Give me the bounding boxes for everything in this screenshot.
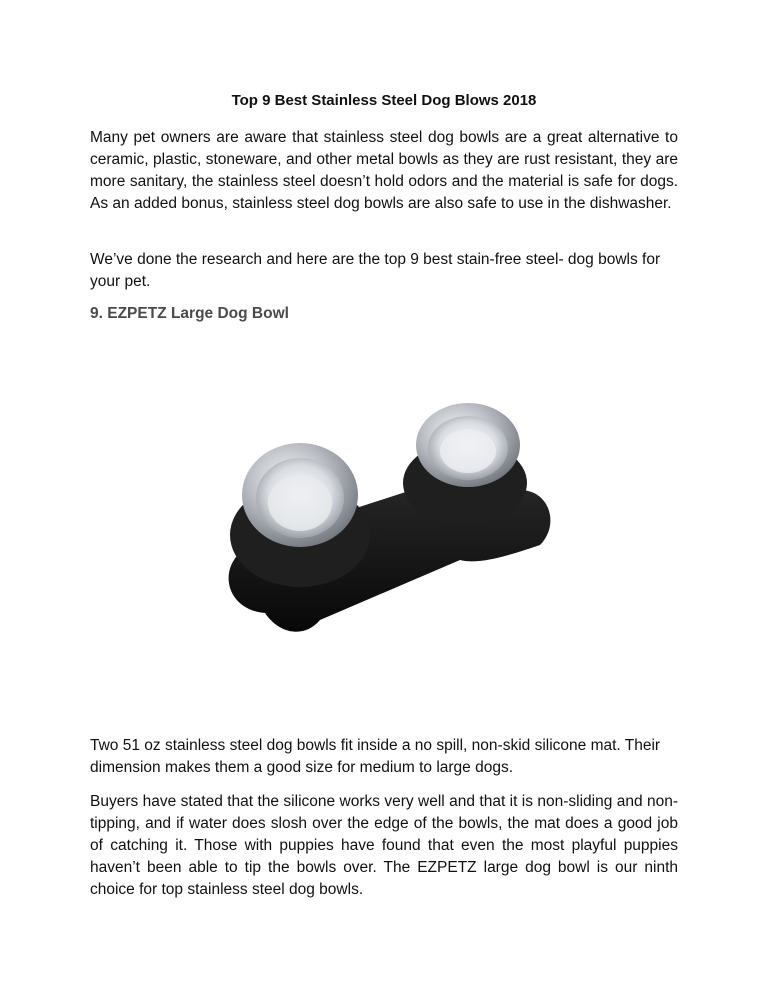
- left-steel-bowl: [242, 443, 358, 547]
- product-heading: 9. EZPETZ Large Dog Bowl: [90, 305, 289, 322]
- research-paragraph: We’ve done the research and here are the top 9 best stain-free steel- dog bowls for your pet.: [90, 251, 661, 290]
- right-steel-bowl: [416, 403, 520, 487]
- buyers-paragraph: Buyers have stated that the silicone works very well and that it is non-sliding and non-tipping, and if water does slosh over the edge of the bowls, the mat does a good job of catching it. Those with puppies have found that even the most playful puppies haven’t been able to tip the bowls over. The EZPETZ large dog bowl is our ninth choice for top stainless steel dog bowls.: [90, 793, 678, 898]
- intro-paragraph: Many pet owners are aware that stainless steel dog bowls are a great alternative to ceramic, plastic, stoneware, and other metal bowls as they are rust resistant, they are more sanitary, the stainless steel doesn’t hold odors and the material is safe for dogs. As an added bonus, stainless steel dog bowls are also safe to use in the dishwasher.: [90, 129, 678, 212]
- page-title: Top 9 Best Stainless Steel Dog Blows 2018: [231, 92, 537, 109]
- description-paragraph: Two 51 oz stainless steel dog bowls fit inside a no spill, non-skid silicone mat. Their dimension makes them a good size for medium to large dogs.: [90, 737, 661, 776]
- dog-bowl-image: [210, 395, 570, 645]
